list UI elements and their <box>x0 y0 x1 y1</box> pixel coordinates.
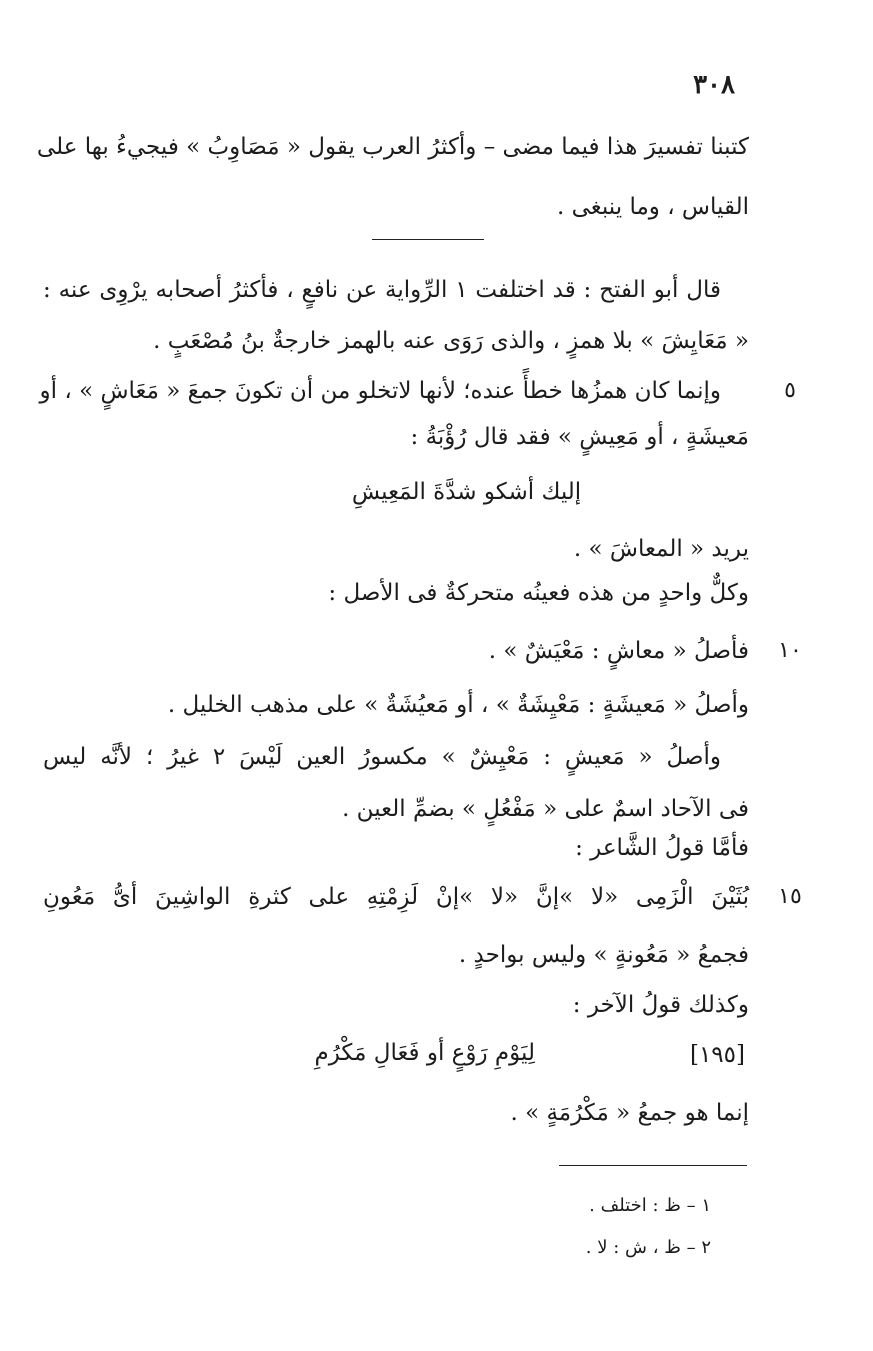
section-divider <box>372 239 484 240</box>
text-line: يريد « المعاشَ » . <box>573 536 749 562</box>
verse-line: لِيَوْمِ رَوْعٍ أو فَعَالِ مَكْرُمِ <box>314 1040 535 1066</box>
text-line: وإنما كان همزُها خطأً عنده؛ لأنها لاتخلو من أن تكونَ جمعَ « مَعَاشٍ » ، أو <box>39 378 721 404</box>
text-line: كتبنا تفسيرَ هذا فيما مضى – وأكثرُ العرب يقول « مَصَاوِبُ » فيجيءُ بها على <box>36 134 749 160</box>
text-line: وأصلُ « مَعيشَةٍ : مَعْيِشَةٌ » ، أو مَعيُشَةٌ » على مذهب الخليل . <box>167 692 749 718</box>
text-line: إنما هو جمعُ « مَكْرُمَةٍ » . <box>510 1100 749 1126</box>
footnote: ٢ – ظ ، ش : لا . <box>585 1237 711 1258</box>
margin-line-number: ٥ <box>784 378 796 403</box>
footnote: ١ – ظ : اختلف . <box>589 1195 711 1216</box>
text-line: فى الآحاد اسمٌ على « مَفْعُلٍ » بضمِّ العين . <box>342 796 749 822</box>
bracket-number: [١٩٥] <box>689 1042 745 1068</box>
text-line: القياس ، وما ينبغى . <box>556 194 749 220</box>
text-line: فأمَّا قولُ الشَّاعر : <box>575 835 749 861</box>
margin-line-number: ١٠ <box>778 638 802 663</box>
verse-line: إليك أشكو شدَّةَ المَعِيشِ <box>351 479 582 505</box>
verse-line: بُثَيْنَ الْزَمِى «لا »إنَّ «لا »إنْ لَزِمْتِهِ على كثرةِ الواشِينَ أىُّ مَعُونِ <box>43 884 749 910</box>
text-line: فجمعُ « مَعُونةٍ » وليس بواحدٍ . <box>458 942 749 968</box>
margin-line-number: ١٥ <box>778 884 802 909</box>
page-number: ٣٠٨ <box>693 70 735 100</box>
text-line: قال أبو الفتح : قد اختلفت ١ الرِّواية عن نافعٍ ، فأكثرُ أصحابه يرْوِى عنه : <box>43 277 721 303</box>
text-line: وأصلُ « مَعيشٍ : مَعْيِشٌ » مكسورُ العين لَيْسَ ٢ غيرُ ؛ لأنَّه ليس <box>43 744 721 770</box>
text-line: وكذلك قولُ الآخر : <box>572 992 749 1018</box>
text-line: « مَعَايِشَ » بلا همزٍ ، والذى رَوَى عنه بالهمز خارجةٌ بنُ مُصْعَبٍ . <box>153 328 749 354</box>
text-line: فأصلُ « معاشٍ : مَعْيَشٌ » . <box>488 638 749 664</box>
text-line: وكلٌّ واحدٍ من هذه فعينُه متحركةٌ فى الأصل : <box>328 580 749 606</box>
footnote-divider <box>559 1165 747 1166</box>
text-line: مَعيشَةٍ ، أو مَعِيشٍ » فقد قال رُؤْبَةُ : <box>410 424 749 450</box>
